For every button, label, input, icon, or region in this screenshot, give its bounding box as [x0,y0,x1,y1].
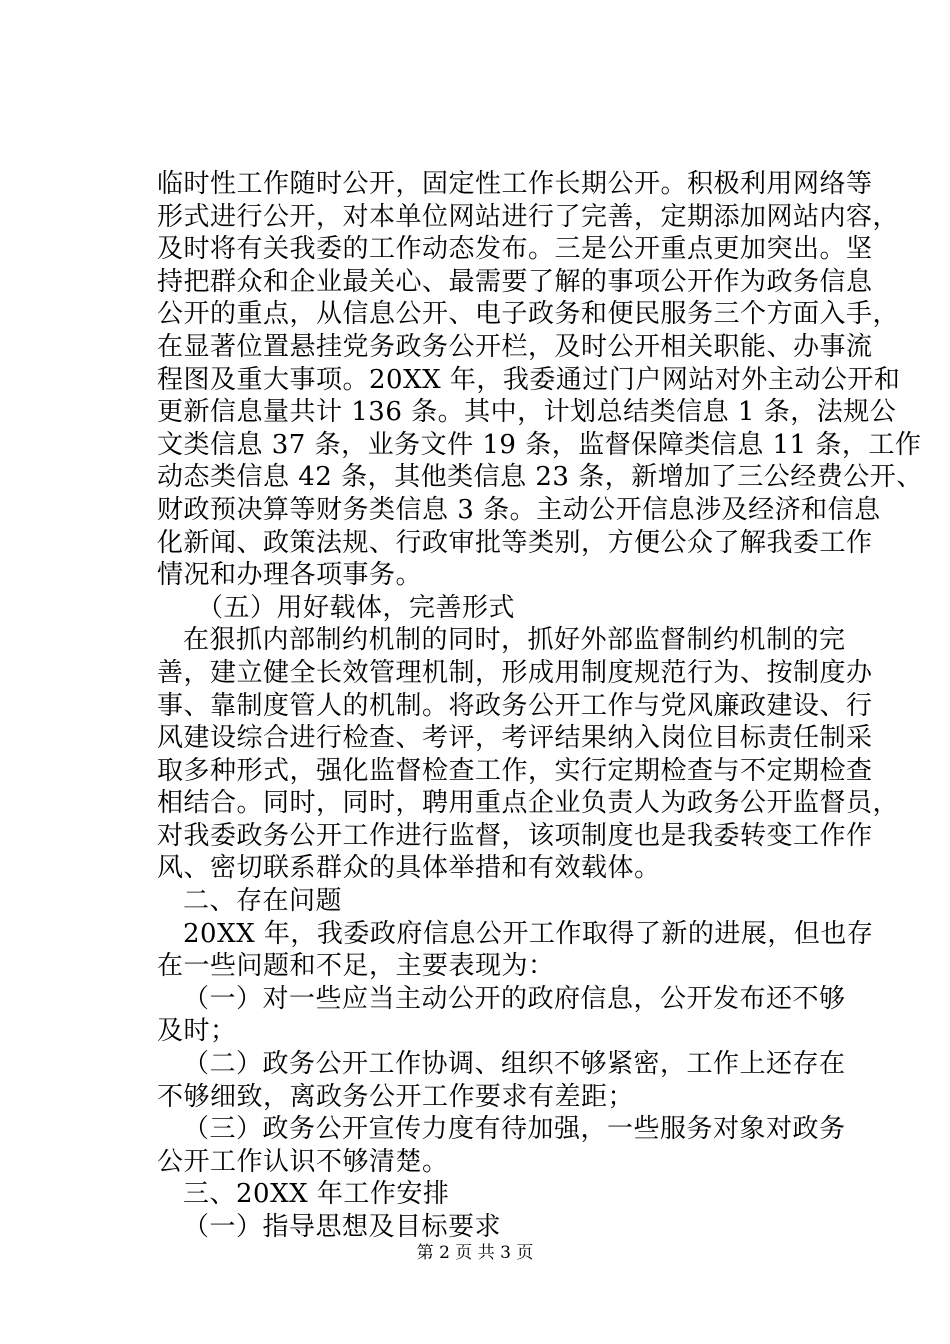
text-line: 公开的重点，从信息公开、电子政务和便民服务三个方面入手， [157,299,900,330]
text-line: 公开工作认识不够清楚。 [157,1146,449,1177]
text-line: 二、存在问题 [183,886,343,917]
text-line: 三、20XX 年工作安排 [183,1179,450,1210]
text-line: 风建设综合进行检查、考评，考评结果纳入岗位目标责任制采 [157,723,873,754]
text-line: 更新信息量共计 136 条。其中，计划总结类信息 1 条，法规公 [157,397,897,428]
text-line: 在狠抓内部制约机制的同时，抓好外部监督制约机制的完 [183,625,846,656]
text-line: （一）指导思想及目标要求 [183,1212,502,1242]
text-line: 在一些问题和不足，主要表现为： [157,951,555,982]
text-line: 临时性工作随时公开，固定性工作长期公开。积极利用网络等 [157,169,873,199]
text-line: 相结合。同时，同时，聘用重点企业负责人为政务公开监督员， [157,788,900,819]
text-line: 化新闻、政策法规、行政审批等类别，方便公众了解我委工作 [157,527,873,558]
text-line: （三）政务公开宣传力度有待加强，一些服务对象对政务 [183,1114,846,1145]
text-line: （二）政务公开工作协调、组织不够紧密，工作上还存在 [183,1049,846,1080]
text-line: 及时； [157,1016,237,1047]
text-line: 形式进行公开，对本单位网站进行了完善，定期添加网站内容， [157,201,900,232]
text-line: 20XX 年，我委政府信息公开工作取得了新的进展，但也存 [183,918,874,949]
text-line: 持把群众和企业最关心、最需要了解的事项公开作为政务信息 [157,266,873,297]
text-line: 不够细致，离政务公开工作要求有差距； [157,1081,635,1112]
text-line: 财政预决算等财务类信息 3 条。主动公开信息涉及经济和信息 [157,494,881,525]
text-line: 文类信息 37 条，业务文件 19 条，监督保障类信息 11 条，工作 [157,429,922,460]
text-line: 在显著位置悬挂党务政务公开栏，及时公开相关职能、办事流 [157,331,873,362]
text-line: 风、密切联系群众的具体举措和有效载体。 [157,853,661,884]
text-line: 善，建立健全长效管理机制，形成用制度规范行为、按制度办 [157,657,873,688]
text-line: 事、靠制度管人的机制。将政务公开工作与党风廉政建设、行 [157,690,873,721]
text-line: 情况和办理各项事务。 [157,560,423,591]
text-line: （一）对一些应当主动公开的政府信息，公开发布还不够 [183,983,846,1014]
text-line: 对我委政务公开工作进行监督，该项制度也是我委转变工作作 [157,820,873,851]
document-body [157,168,923,1244]
text-line: （五）用好载体，完善形式 [197,592,516,623]
text-line: 程图及重大事项。20XX 年，我委通过门户网站对外主动公开和 [157,364,901,395]
page-footer: 第 2 页 共 3 页 [416,1243,534,1263]
text-line: 及时将有关我委的工作动态发布。三是公开重点更加突出。坚 [157,234,873,265]
text-line: 动态类信息 42 条，其他类信息 23 条，新增加了三公经费公开、 [157,462,923,493]
text-line: 取多种形式，强化监督检查工作，实行定期检查与不定期检查 [157,755,873,786]
